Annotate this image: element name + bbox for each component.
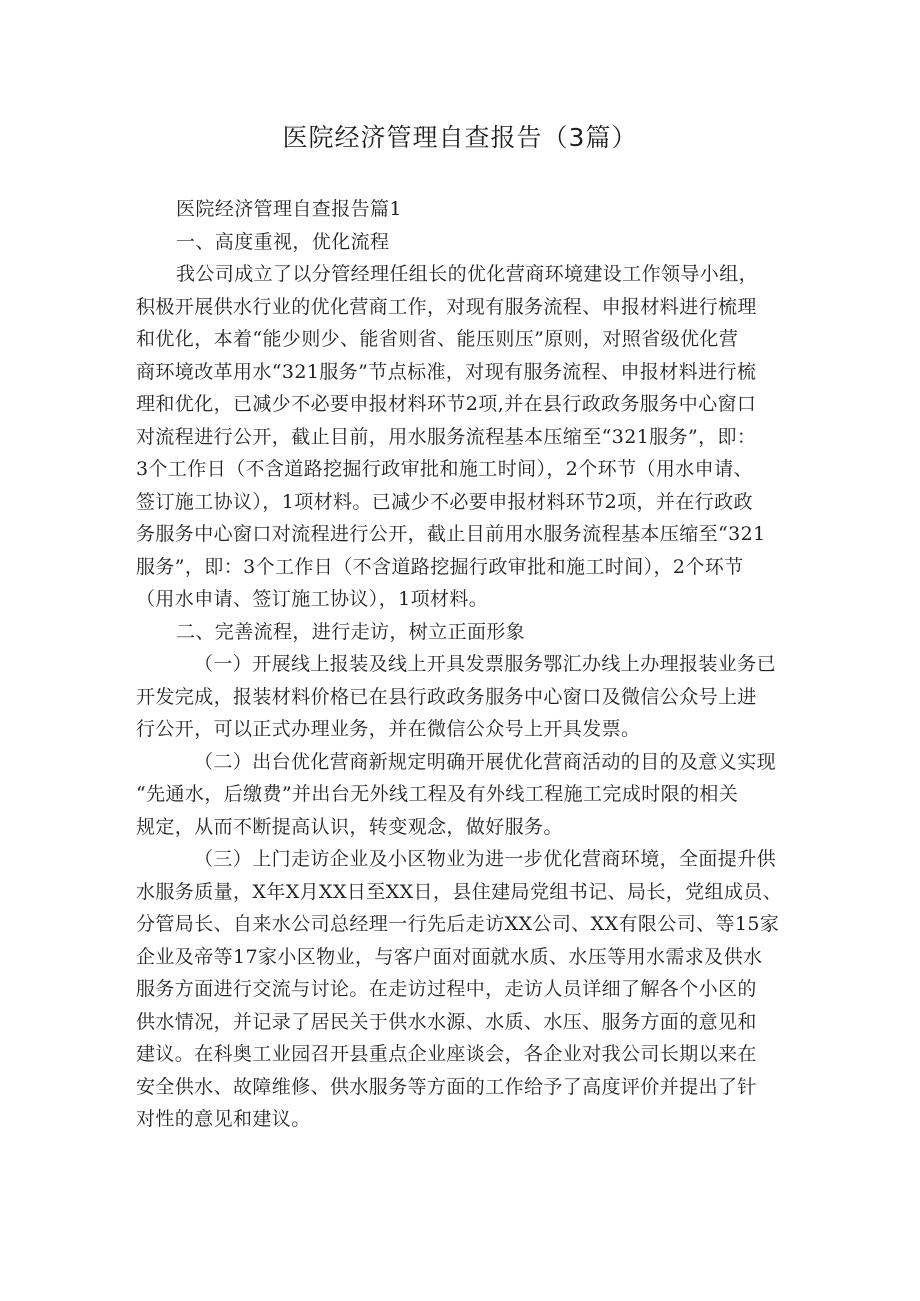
paragraph-line: 3个工作日（不含道路挖掘行政审批和施工时间），2个环节（用水申请、 bbox=[136, 458, 753, 480]
document-title: 医院经济管理自查报告（3篇） bbox=[282, 123, 638, 152]
paragraph-line: 服务方面进行交流与讨论。在走访过程中，走访人员详细了解各个小区的 bbox=[136, 978, 757, 1000]
section-heading-line: 医院经济管理自查报告篇1 bbox=[176, 198, 402, 220]
paragraph-line: 我公司成立了以分管经理任组长的优化营商环境建设工作领导小组， bbox=[176, 263, 759, 285]
paragraph-line: 建议。在科奥工业园召开县重点企业座谈会，各企业对我公司长期以来在 bbox=[136, 1043, 757, 1065]
paragraph-line: 签订施工协议），1项材料。已减少不必要申报材料环节2项，并在行政政 bbox=[136, 490, 753, 513]
paragraph-line: （用水申请、签订施工协议），1项材料。 bbox=[136, 588, 489, 610]
paragraph-line: 企业及帝等17家小区物业，与客户面对面就水质、水压等用水需求及供水 bbox=[136, 945, 763, 968]
document-body bbox=[136, 193, 786, 1136]
paragraph-line: 理和优化，已减少不必要申报材料环节2项,并在县行政政务服务中心窗口 bbox=[136, 393, 757, 415]
paragraph-line: 积极开展供水行业的优化营商工作，对现有服务流程、申报材料进行梳理 bbox=[136, 295, 757, 318]
paragraph-line: 行公开，可以正式办理业务，并在微信公众号上开具发票。 bbox=[136, 718, 641, 740]
paragraph-line: 服务”，即：3个工作日（不含道路挖掘行政审批和施工时间），2个环节 bbox=[136, 555, 744, 578]
paragraph-line: （三）上门走访企业及小区物业为进一步优化营商环境，全面提升供 bbox=[194, 848, 777, 870]
paragraph-line: 规定，从而不断提高认识，转变观念，做好服务。 bbox=[136, 815, 563, 838]
paragraph-line: 和优化，本着“能少则少、能省则省、能压则压”原则，对照省级优化营 bbox=[136, 328, 739, 350]
paragraph-line: 对性的意见和建议。 bbox=[136, 1108, 311, 1130]
paragraph-line: 供水情况，并记录了居民关于供水水源、水质、水压、服务方面的意见和 bbox=[136, 1010, 757, 1033]
paragraph-line: 分管局长、自来水公司总经理一行先后走访XX公司、XX有限公司、等15家 bbox=[136, 913, 780, 935]
paragraph-line: 对流程进行公开，截止目前，用水服务流程基本压缩至“321服务”，即： bbox=[136, 425, 757, 448]
paragraph-line: 安全供水、故障维修、供水服务等方面的工作给予了高度评价并提出了针 bbox=[136, 1075, 757, 1098]
paragraph-line: （一）开展线上报装及线上开具发票服务鄂汇办线上办理报装业务已 bbox=[194, 653, 777, 675]
section-heading-line: 二、完善流程，进行走访，树立正面形象 bbox=[176, 620, 526, 643]
paragraph-line: 务服务中心窗口对流程进行公开，截止目前用水服务流程基本压缩至“321 bbox=[136, 523, 766, 545]
paragraph-line: 商环境改革用水“321服务”节点标准，对现有服务流程、申报材料进行梳 bbox=[136, 360, 757, 383]
paragraph-line: （二）出台优化营商新规定明确开展优化营商活动的目的及意义实现 bbox=[194, 750, 777, 773]
paragraph-line: “先通水，后缴费”并出台无外线工程及有外线工程施工完成时限的相关 bbox=[136, 783, 739, 805]
paragraph-line: 水服务质量，X年X月XX日至XX日，县住建局党组书记、局长，党组成员、 bbox=[136, 880, 783, 903]
paragraph-line: 开发完成，报装材料价格已在县行政政务服务中心窗口及微信公众号上进 bbox=[136, 685, 757, 708]
section-heading-line: 一、高度重视，优化流程 bbox=[176, 230, 390, 253]
